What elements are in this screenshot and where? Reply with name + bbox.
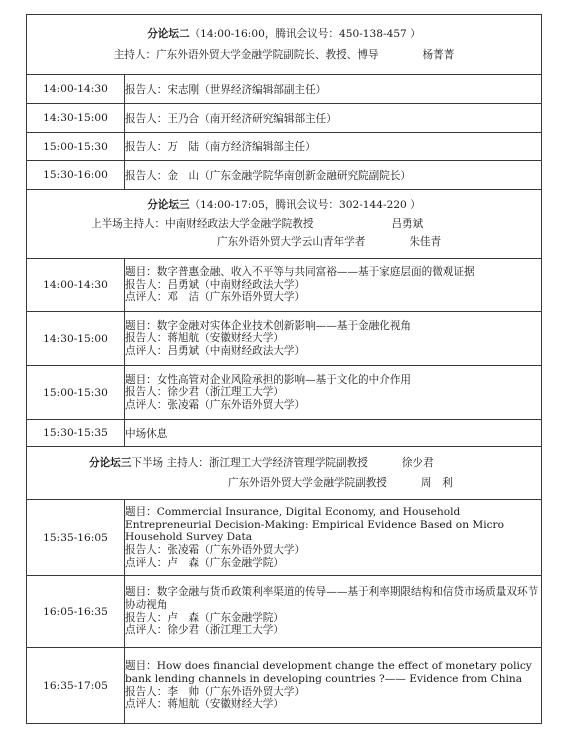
forum3-host1-line	[27, 218, 541, 231]
forum2-header	[27, 15, 542, 75]
speaker-cell: 报告人：宋志刚（世界经济编辑部副主任）	[125, 75, 542, 104]
paper-title: 题目：数字金融对实体企业技术创新影响——基于金融化视角	[125, 319, 412, 332]
time-cell: 14:30-15:00	[27, 104, 125, 133]
paper-title: 题目：How does financial development change the effect of monetary policy bank lending channels in developing countries ?—— Evidence from China	[125, 660, 532, 685]
time-cell: 15:35-16:05	[27, 500, 125, 576]
forum2-host-label: 主持人：	[113, 49, 157, 61]
break-cell: 中场休息	[125, 420, 542, 447]
forum3b-host2-text: 广东外语外贸大学金融学院副教授	[228, 476, 387, 489]
paper-cell	[125, 312, 542, 366]
forum2-host-line	[27, 49, 541, 62]
paper-cell	[125, 366, 542, 420]
paper-reporter: 报告人：吕勇斌（中南财经政法大学）	[125, 278, 306, 291]
forum3-host1-text: 中南财经政法大学金融学院教授	[165, 217, 314, 230]
paper-cell	[125, 500, 542, 576]
paper-cell	[125, 648, 542, 724]
forum3-time-meeting: （14:00-17:05，腾讯会议号：302-144-220 ）	[189, 199, 421, 212]
paper-reviewer: 点评人：徐少君（浙江理工大学）	[125, 624, 284, 637]
time-cell: 14:00-14:30	[27, 75, 125, 104]
paper-title: 题目：Commercial Insurance, Digital Economy, and Household Entrepreneurial Decision-Making: Empirical Evidence Based on Micro Household Survey Data	[125, 505, 504, 544]
paper-reviewer: 点评人：邓 洁（广东外语外贸大学）	[125, 291, 306, 304]
time-cell: 15:30-16:00	[27, 161, 125, 190]
forum3b-header	[27, 447, 542, 500]
forum3b-header-row	[27, 447, 542, 500]
forum3-title: 分论坛三	[147, 199, 190, 212]
speaker-cell: 报告人：王乃合（南开经济研究编辑部主任）	[125, 104, 542, 133]
table-row	[27, 366, 542, 420]
paper-title: 题目：女性高管对企业风险承担的影响—基于文化的中介作用	[125, 373, 412, 386]
forum3b-host2-line	[27, 477, 541, 490]
paper-reporter: 报告人：张凌霜（广东外语外贸大学）	[125, 544, 306, 557]
table-row	[27, 259, 542, 312]
break-row	[27, 420, 542, 447]
table-row	[27, 648, 542, 724]
schedule-table	[26, 14, 542, 724]
time-cell: 16:35-17:05	[27, 648, 125, 724]
paper-reporter: 报告人：卢 森（广东金融学院）	[125, 611, 284, 624]
table-row	[27, 312, 542, 366]
time-cell: 14:30-15:00	[27, 312, 125, 366]
forum3b-host1-text: 浙江理工大学经济管理学院副教授	[208, 457, 368, 469]
forum3-host2-text: 广东外语外贸大学云山青年学者	[217, 236, 366, 249]
table-row	[27, 75, 542, 104]
forum3-header	[27, 190, 542, 259]
forum3-title-line	[27, 199, 541, 212]
paper-cell	[125, 259, 542, 312]
forum3b-title: 分论坛三	[89, 457, 132, 469]
time-cell: 16:05-16:35	[27, 576, 125, 648]
table-row	[27, 576, 542, 648]
time-cell: 14:00-14:30	[27, 259, 125, 312]
forum3-host2-line	[27, 236, 541, 249]
forum2-host-text: 广东外语外贸大学金融学院副院长、教授、博导	[156, 49, 379, 61]
paper-title: 题目：数字金融与货币政策利率渠道的传导——基于利率期限结构和信贷市场质量双环节协动视角	[125, 586, 539, 611]
time-cell: 15:00-15:30	[27, 366, 125, 420]
time-cell: 15:00-15:30	[27, 133, 125, 161]
forum3-host2-name: 朱佳青	[409, 236, 442, 249]
paper-reporter: 报告人：李 帅（广东外语外贸大学）	[125, 685, 306, 698]
table-row	[27, 104, 542, 133]
forum3b-host1-line	[27, 457, 541, 470]
paper-cell	[125, 576, 542, 648]
table-row	[27, 161, 542, 190]
forum2-title: 分论坛二	[147, 27, 190, 40]
paper-reviewer: 点评人：吕勇斌（中南财经政法大学）	[125, 344, 306, 357]
table-row	[27, 500, 542, 576]
forum3b-host2-name: 周 利	[420, 476, 453, 489]
paper-reviewer: 点评人：张凌霜（广东外语外贸大学）	[125, 398, 306, 411]
forum2-time-meeting: （14:00-16:00，腾讯会议号：450-138-457 ）	[189, 27, 421, 40]
forum2-header-row	[27, 15, 542, 75]
speaker-cell: 报告人：金 山（广东金融学院华南创新金融研究院副院长）	[125, 161, 542, 190]
paper-reviewer: 点评人：蒋旭航（安徽财经大学）	[125, 698, 284, 711]
forum3b-subtitle: 下半场 主持人：	[131, 457, 209, 469]
time-cell: 15:30-15:35	[27, 420, 125, 447]
forum3b-host1-name: 徐少君	[401, 457, 434, 469]
table-row	[27, 133, 542, 161]
paper-reporter: 报告人：徐少君（浙江理工大学）	[125, 386, 284, 399]
forum3-host1-name: 吕勇斌	[391, 217, 424, 230]
forum2-title-line	[27, 28, 541, 41]
forum3-header-row	[27, 190, 542, 259]
forum2-host-name: 杨菁菁	[422, 49, 455, 61]
paper-reporter: 报告人：蒋旭航（安徽财经大学）	[125, 332, 284, 345]
paper-title: 题目：数字普惠金融、收入不平等与共同富裕——基于家庭层面的微观证据	[125, 266, 475, 279]
forum3-host-label: 上半场主持人：	[91, 217, 166, 230]
speaker-cell: 报告人：万 陆（南方经济编辑部主任）	[125, 133, 542, 161]
paper-reviewer: 点评人：卢 森（广东金融学院）	[125, 556, 284, 569]
